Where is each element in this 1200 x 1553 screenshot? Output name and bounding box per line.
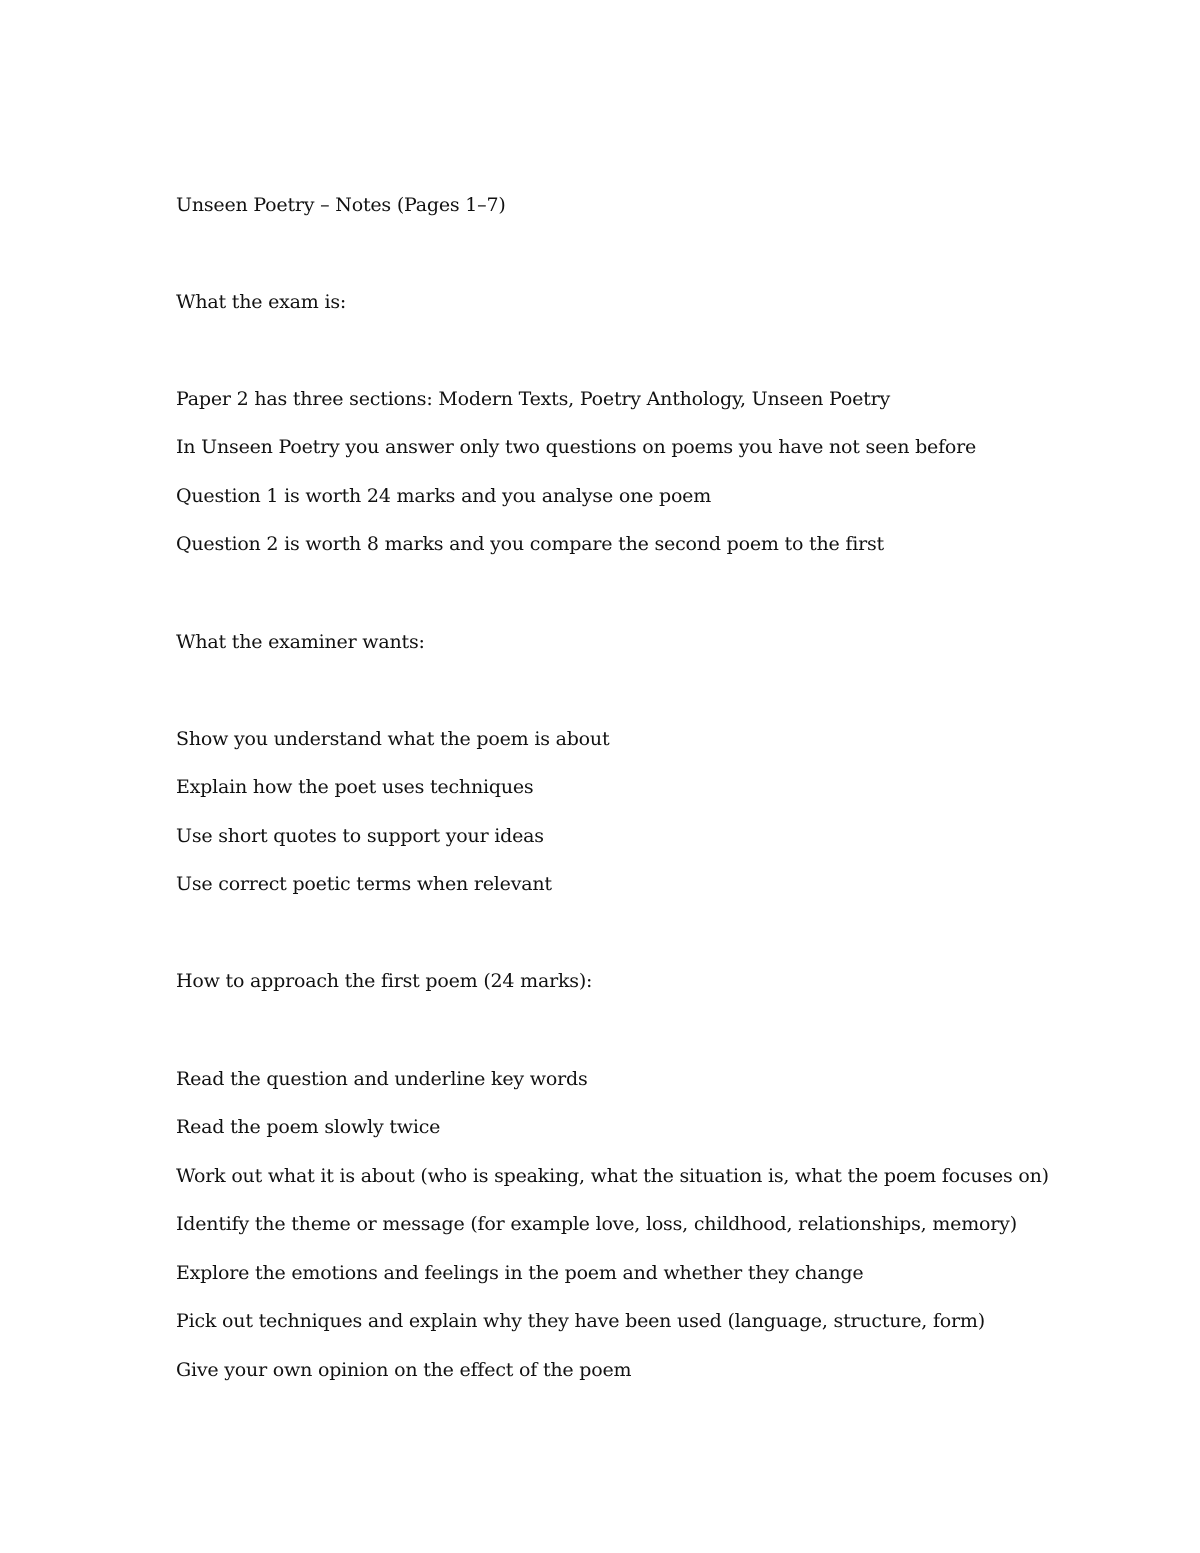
section-heading-examiner: What the examiner wants:: [176, 631, 425, 653]
section-heading-approach: How to approach the first poem (24 marks):: [176, 970, 593, 992]
section-heading-exam: What the exam is:: [176, 291, 347, 313]
examiner-item: Use correct poetic terms when relevant: [176, 873, 552, 895]
approach-item: Work out what it is about (who is speaking, what the situation is, what the poem focuses on): [176, 1165, 1049, 1187]
approach-item: Give your own opinion on the effect of the poem: [176, 1359, 632, 1381]
examiner-item: Show you understand what the poem is about: [176, 728, 610, 750]
exam-item: Question 2 is worth 8 marks and you compare the second poem to the first: [176, 533, 884, 555]
examiner-item: Explain how the poet uses techniques: [176, 776, 534, 798]
exam-item: In Unseen Poetry you answer only two questions on poems you have not seen before: [176, 436, 977, 458]
document-title: Unseen Poetry – Notes (Pages 1–7): [176, 194, 506, 216]
examiner-item: Use short quotes to support your ideas: [176, 825, 544, 847]
exam-item: Paper 2 has three sections: Modern Texts, Poetry Anthology, Unseen Poetry: [176, 388, 890, 410]
approach-item: Identify the theme or message (for example love, loss, childhood, relationships, memory): [176, 1213, 1017, 1235]
exam-item: Question 1 is worth 24 marks and you analyse one poem: [176, 485, 712, 507]
approach-item: Read the question and underline key words: [176, 1068, 588, 1090]
approach-item: Explore the emotions and feelings in the poem and whether they change: [176, 1262, 864, 1284]
approach-item: Pick out techniques and explain why they have been used (language, structure, form): [176, 1310, 985, 1332]
approach-item: Read the poem slowly twice: [176, 1116, 441, 1138]
